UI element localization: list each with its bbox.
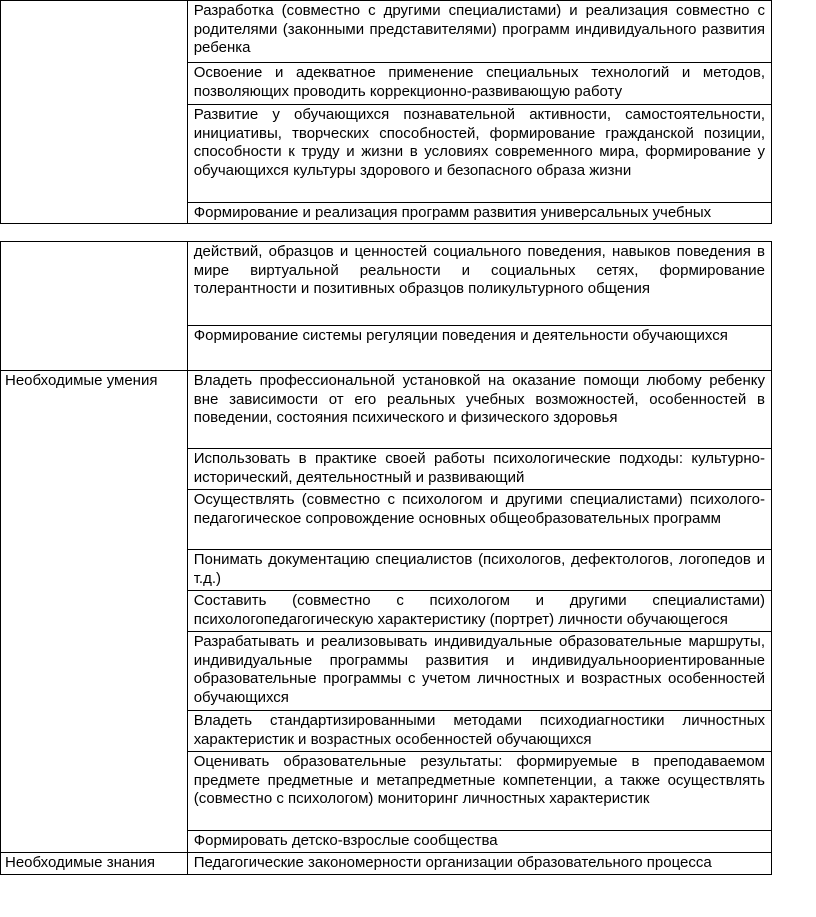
empty-label-cell bbox=[1, 242, 188, 371]
skill-item: Составить (совместно с психологом и другими специалистами) психологопедагогическую характеристику (портрет) личности обучающегося bbox=[187, 591, 771, 632]
table-cell: Формирование и реализация программ развития универсальных учебных bbox=[187, 203, 771, 224]
skills-label: Необходимые умения bbox=[1, 371, 188, 853]
requirements-table-part-1 bbox=[0, 0, 772, 224]
skill-item: Владеть стандартизированными методами психодиагностики личностных характеристик и возрастных особенностей обучающихся bbox=[187, 711, 771, 752]
table-cell: Формирование системы регуляции поведения и деятельности обучающихся bbox=[187, 326, 771, 371]
skill-item: Осуществлять (совместно с психологом и другими специалистами) психолого-педагогическое сопровождение основных общеобразовательных программ bbox=[187, 490, 771, 550]
requirements-table-part-2 bbox=[0, 241, 772, 875]
skill-item: Понимать документацию специалистов (психологов, дефектологов, логопедов и т.д.) bbox=[187, 550, 771, 591]
skill-item: Формировать детско-взрослые сообщества bbox=[187, 831, 771, 853]
skill-item: Разрабатывать и реализовывать индивидуальные образовательные маршруты, индивидуальные программы развития и индивидуальноориентированные образовательные программы с учетом личностных и возрастных особенностей обучающихся bbox=[187, 632, 771, 711]
skill-item: Владеть профессиональной установкой на оказание помощи любому ребенку вне зависимости от его реальных учебных возможностей, особенностей в поведении, состояния психического и физического здоровья bbox=[187, 371, 771, 449]
knowledge-label: Необходимые знания bbox=[1, 853, 188, 875]
skill-item: Оценивать образовательные результаты: формируемые в преподаваемом предмете предметные и метапредметные компетенции, а также осуществлять (совместно с психологом) мониторинг личностных характеристик bbox=[187, 752, 771, 831]
knowledge-item: Педагогические закономерности организации образовательного процесса bbox=[187, 853, 771, 875]
empty-label-cell bbox=[1, 1, 188, 224]
table-cell: действий, образцов и ценностей социального поведения, навыков поведения в мире виртуальной реальности и социальных сетях, формирование толерантности и позитивных образцов поликультурного общения bbox=[187, 242, 771, 326]
skill-item: Использовать в практике своей работы психологические подходы: культурно-исторический, деятельностный и развивающий bbox=[187, 449, 771, 490]
table-cell: Освоение и адекватное применение специальных технологий и методов, позволяющих проводить коррекционно-развивающую работу bbox=[187, 63, 771, 105]
table-cell: Разработка (совместно с другими специалистами) и реализация совместно с родителями (законными представителями) программ индивидуального развития ребенка bbox=[187, 1, 771, 63]
table-cell: Развитие у обучающихся познавательной активности, самостоятельности, инициативы, творческих способностей, формирование гражданской позиции, способности к труду и жизни в условиях современного мира, формирование у обучающихся культуры здорового и безопасного образа жизни bbox=[187, 105, 771, 203]
